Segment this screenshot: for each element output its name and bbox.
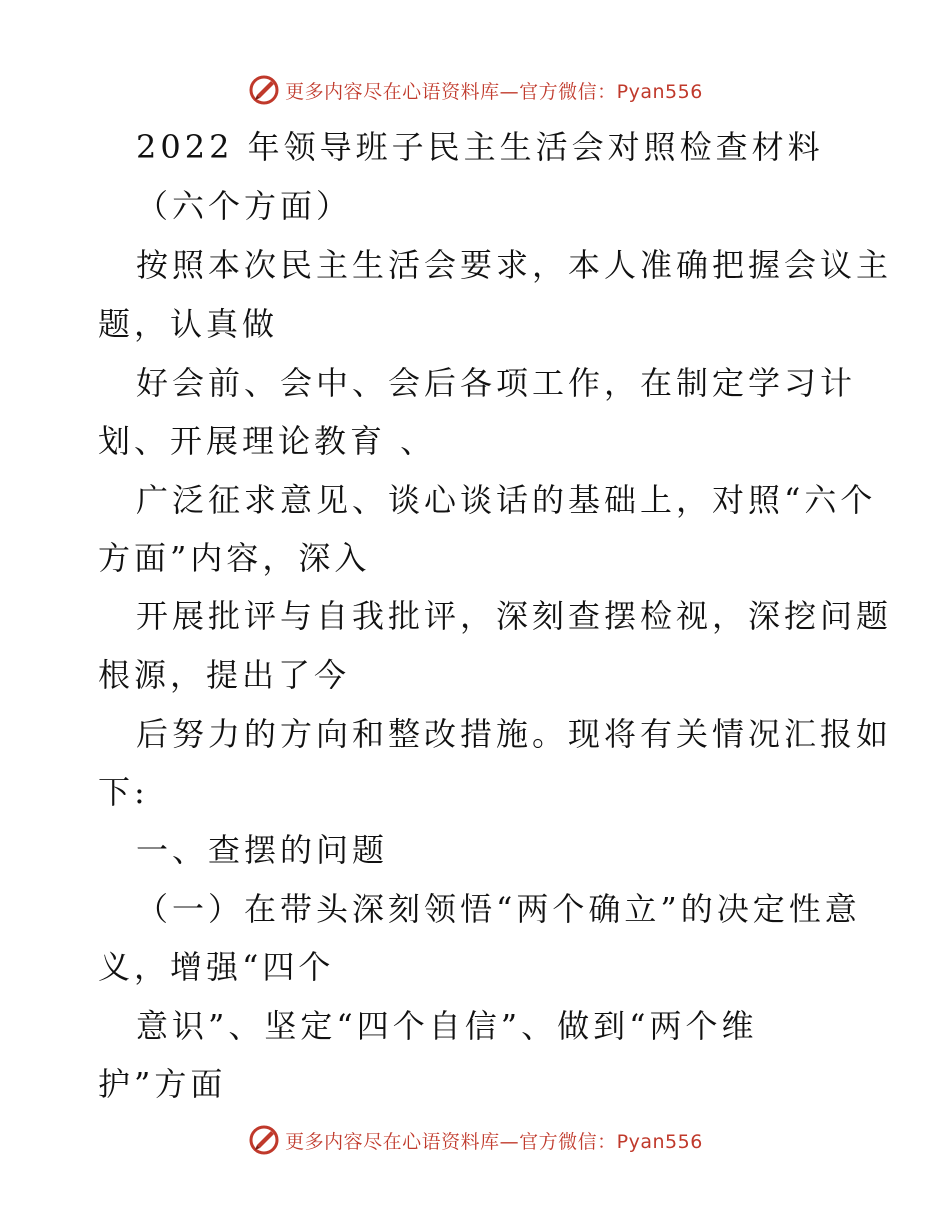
text-line: 方面”内容，深入	[98, 539, 371, 577]
document-subtitle: （六个方面）	[136, 187, 353, 225]
footer-banner	[0, 1120, 950, 1160]
text-line: 题，认真做	[98, 305, 279, 343]
text-line: 广泛征求意见、谈心谈话的基础上，对照“六个	[136, 481, 877, 519]
section-heading: 一、查摆的问题	[136, 831, 389, 869]
text-line: 开展批评与自我批评，深刻查摆检视，深挖问题	[136, 597, 893, 635]
subsection-heading: （一）在带头深刻领悟“两个确立”的决定性意	[136, 890, 861, 928]
text-line: 划、开展理论教育 、	[98, 422, 437, 460]
brand-logo-icon	[247, 1123, 281, 1157]
banner-text: 更多内容尽在心语资料库—官方微信：Pyan556	[285, 80, 703, 103]
document-title: 2022 年领导班子民主生活会对照检查材料	[136, 128, 824, 166]
text-line: 好会前、会中、会后各项工作，在制定学习计	[136, 364, 857, 402]
text-line: 护”方面	[98, 1065, 227, 1103]
text-line: 按照本次民主生活会要求，本人准确把握会议主	[136, 246, 893, 284]
text-line: 根源，提出了今	[98, 656, 351, 694]
text-line: 意识”、坚定“四个自信”、做到“两个维	[136, 1007, 758, 1045]
text-line: 后努力的方向和整改措施。现将有关情况汇报如	[136, 715, 893, 753]
text-line: 义，增强“四个	[98, 948, 335, 986]
banner-text: 更多内容尽在心语资料库—官方微信：Pyan556	[285, 1130, 703, 1153]
text-line: 下:	[98, 773, 149, 811]
